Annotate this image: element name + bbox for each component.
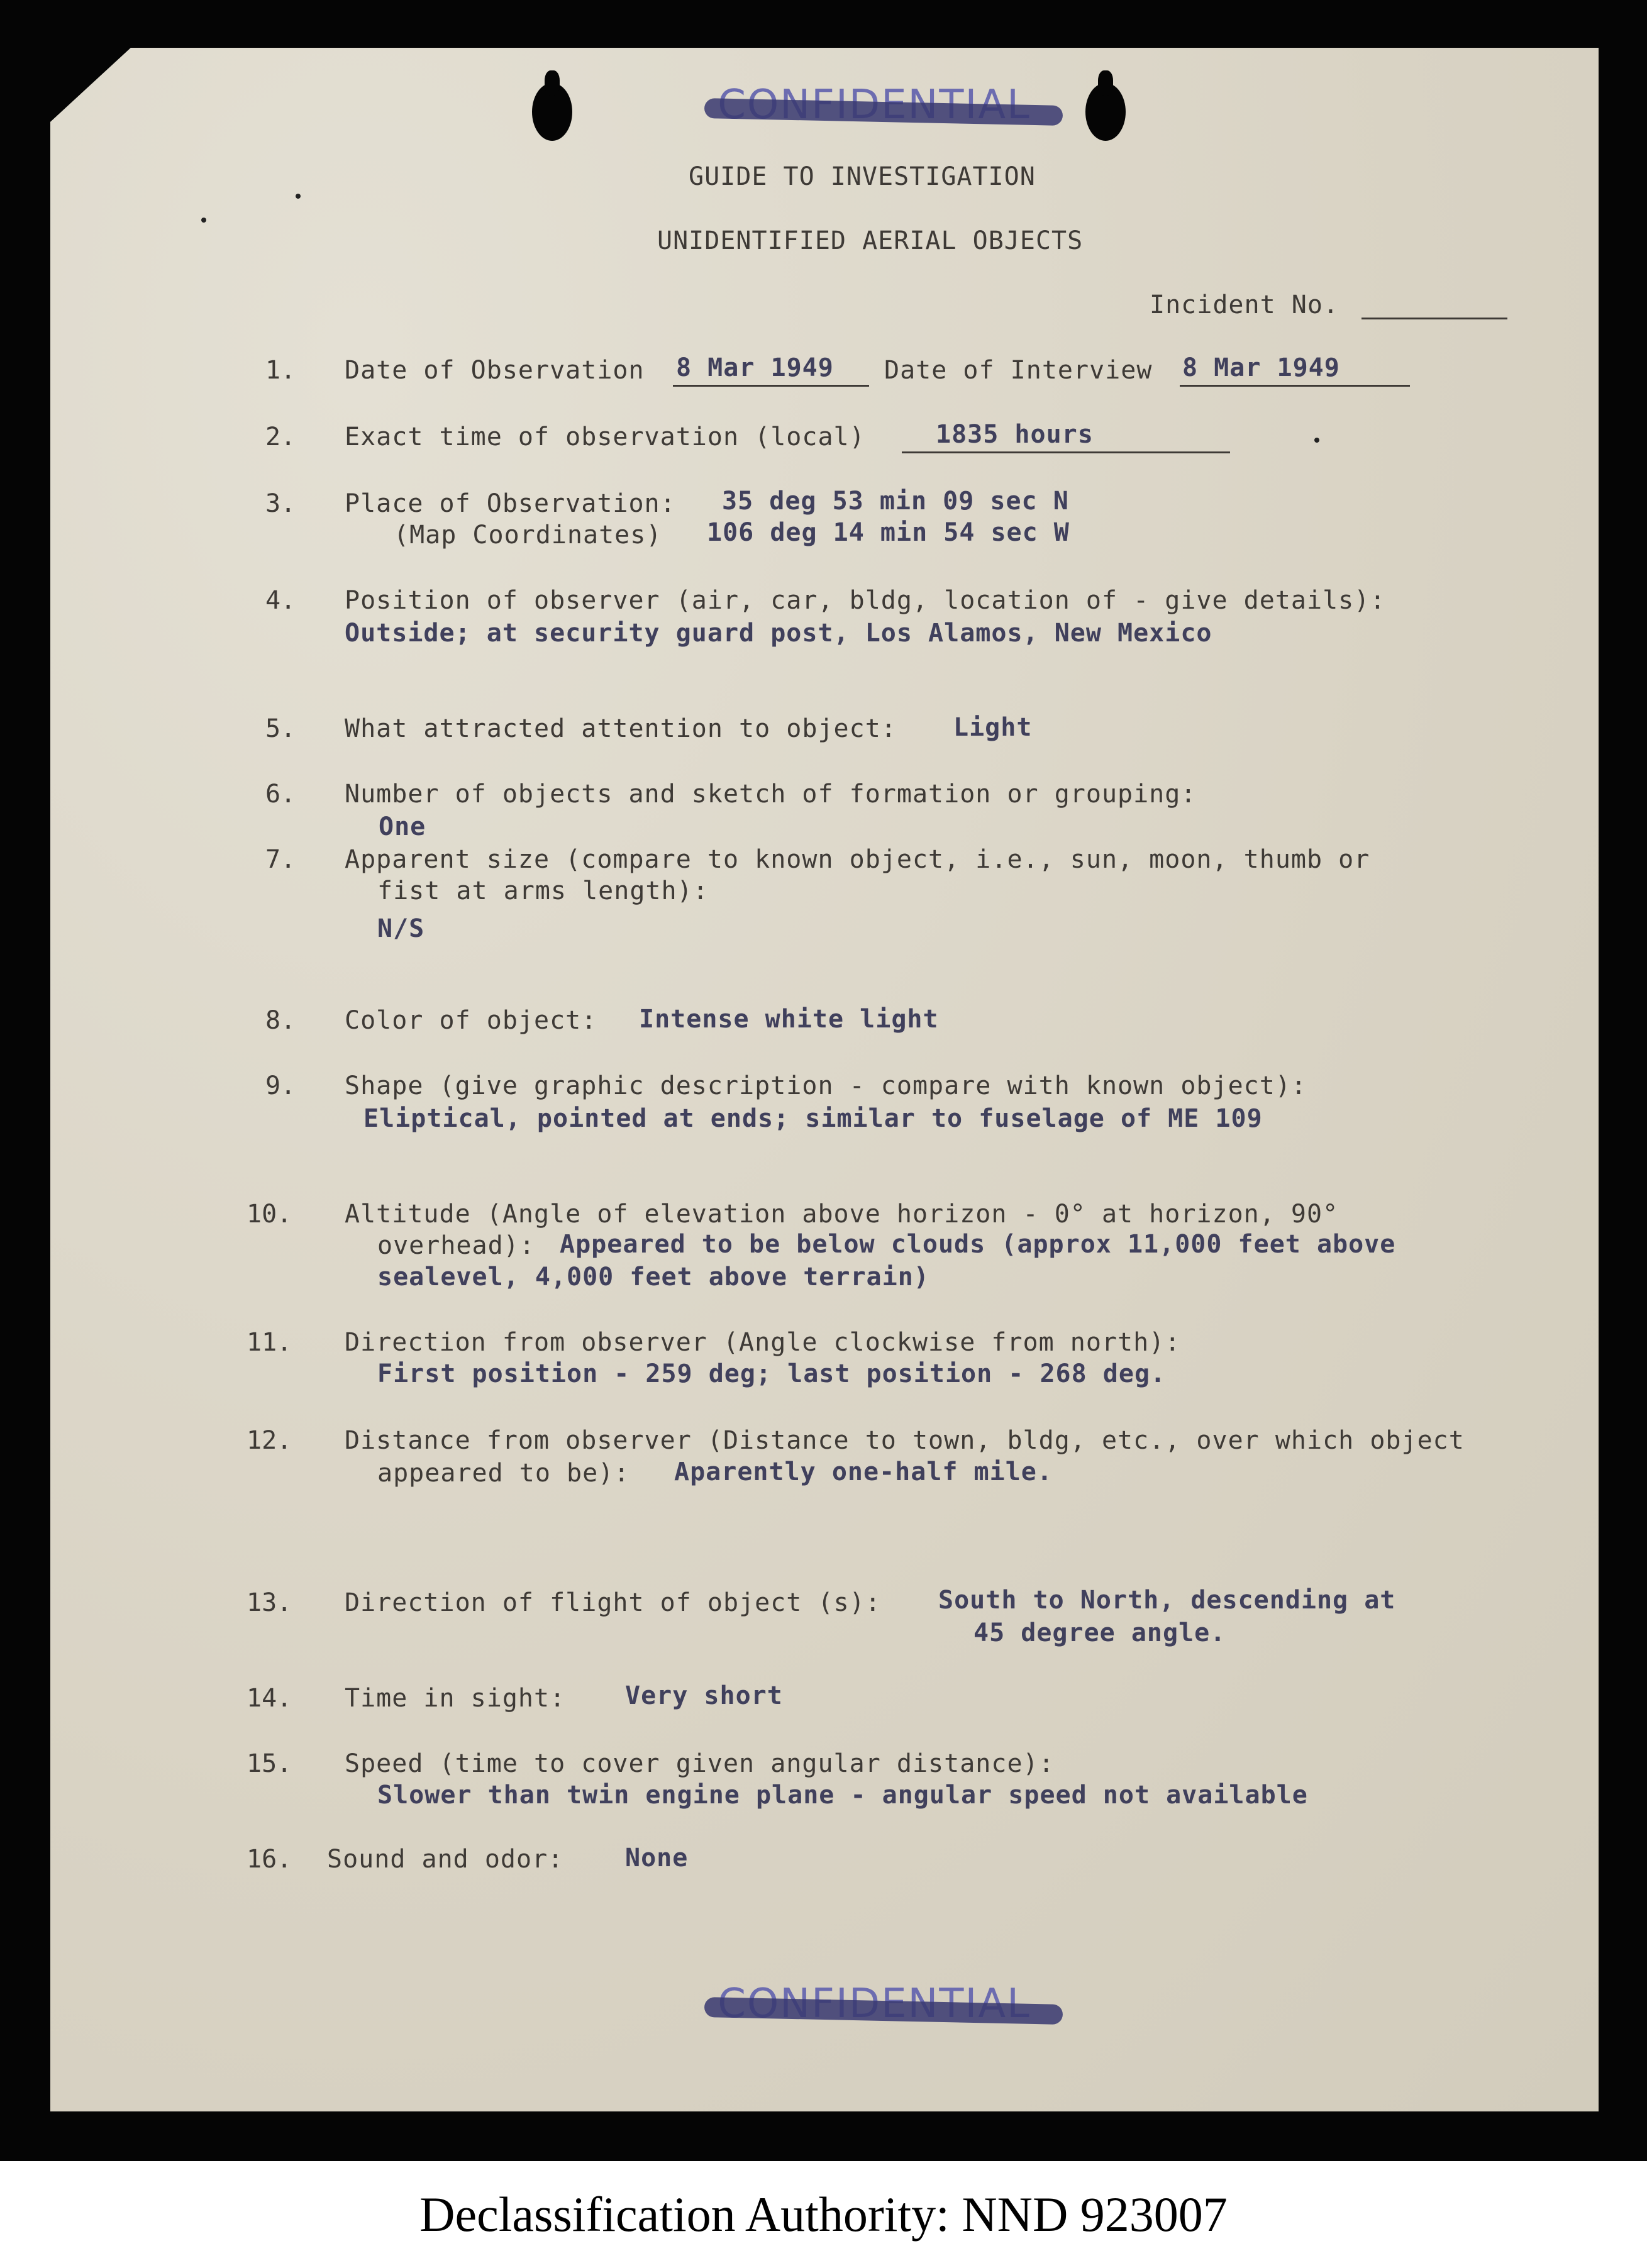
item-number: 6. [265, 780, 296, 809]
longitude-value: 106 deg 14 min 54 sec W [707, 518, 1070, 547]
flight-direction-label: Direction of flight of object (s): [345, 1588, 881, 1617]
incident-blank [1361, 318, 1507, 319]
item-number: 5. [265, 714, 296, 743]
time-in-sight-value: Very short [625, 1681, 783, 1710]
item-number: 11. [247, 1328, 292, 1357]
item-number: 15. [247, 1749, 292, 1778]
title-guide: GUIDE TO INVESTIGATION [689, 162, 1036, 191]
punch-hole-left [532, 83, 572, 141]
sound-value: None [625, 1844, 689, 1872]
item-number: 10. [247, 1200, 292, 1229]
attention-value: Light [953, 713, 1033, 742]
altitude-value-cont: sealevel, 4,000 feet above terrain) [377, 1263, 929, 1292]
underline [1180, 385, 1410, 387]
speck [296, 194, 301, 199]
altitude-label: Altitude (Angle of elevation above horizon - 0° at horizon, 90° [345, 1200, 1339, 1229]
map-coordinates-label: (Map Coordinates) [394, 521, 662, 550]
number-objects-label: Number of objects and sketch of formation or grouping: [345, 780, 1197, 809]
speck [201, 218, 206, 223]
place-label: Place of Observation: [345, 489, 676, 518]
latitude-value: 35 deg 53 min 09 sec N [722, 487, 1069, 516]
speed-label: Speed (time to cover given angular distance): [345, 1749, 1055, 1778]
exact-time-value: 1835 hours [936, 420, 1094, 449]
item-number: 9. [265, 1071, 296, 1100]
color-label: Color of object: [345, 1006, 597, 1035]
item-number: 2. [265, 423, 296, 451]
position-value: Outside; at security guard post, Los Alamos, New Mexico [345, 619, 1212, 648]
date-interview-value: 8 Mar 1949 [1182, 353, 1340, 382]
title-objects: UNIDENTIFIED AERIAL OBJECTS [657, 226, 1084, 255]
apparent-size-label-cont: fist at arms length): [377, 877, 709, 905]
direction-label: Direction from observer (Angle clockwise from north): [345, 1328, 1181, 1357]
punch-hole-right [1085, 83, 1126, 141]
item-number: 13. [247, 1588, 292, 1617]
shape-value: Eliptical, pointed at ends; similar to fuselage of ME 109 [363, 1104, 1263, 1133]
flight-direction-value-cont: 45 degree angle. [973, 1618, 1226, 1647]
date-interview-label: Date of Interview [884, 356, 1153, 385]
item-number: 7. [265, 845, 296, 874]
time-in-sight-label: Time in sight: [345, 1684, 566, 1713]
color-value: Intense white light [639, 1005, 939, 1034]
item-number: 12. [247, 1426, 292, 1455]
altitude-value: Appeared to be below clouds (approx 11,000 feet above [560, 1230, 1396, 1259]
distance-label-cont: appeared to be): [377, 1459, 630, 1488]
item-number: 4. [265, 586, 296, 615]
shape-label: Shape (give graphic description - compare with known object): [345, 1071, 1307, 1100]
distance-label: Distance from observer (Distance to town, bldg, etc., over which object [345, 1426, 1465, 1455]
item-number: 8. [265, 1006, 296, 1035]
altitude-label-cont: overhead): [377, 1231, 535, 1260]
attention-label: What attracted attention to object: [345, 714, 897, 743]
speed-value: Slower than twin engine plane - angular speed not available [377, 1781, 1308, 1810]
distance-value: Aparently one-half mile. [674, 1458, 1053, 1486]
confidential-stamp-bottom [698, 1981, 1050, 2025]
date-observation-value: 8 Mar 1949 [676, 353, 834, 382]
apparent-size-value: N/S [377, 914, 425, 943]
underline [902, 451, 1230, 453]
sound-label: Sound and odor: [327, 1845, 564, 1874]
incident-label: Incident No. [1150, 290, 1339, 319]
underline [673, 385, 869, 387]
confidential-stamp-top [698, 82, 1050, 126]
item-number: 14. [247, 1684, 292, 1713]
flight-direction-value: South to North, descending at [938, 1586, 1396, 1615]
item-number: 3. [265, 489, 296, 518]
date-observation-label: Date of Observation [345, 356, 645, 385]
position-label: Position of observer (air, car, bldg, location of - give details): [345, 586, 1386, 615]
item-number: 16. [247, 1845, 292, 1874]
item-number: 1. [265, 356, 296, 385]
exact-time-label: Exact time of observation (local) [345, 423, 865, 451]
number-objects-value: One [379, 812, 426, 841]
apparent-size-label: Apparent size (compare to known object, i.e., sun, moon, thumb or [345, 845, 1370, 874]
declassification-footer: Declassification Authority: NND 923007 [419, 2187, 1228, 2242]
speck [1314, 438, 1319, 443]
direction-value: First position - 259 deg; last position - 268 deg. [377, 1359, 1167, 1388]
